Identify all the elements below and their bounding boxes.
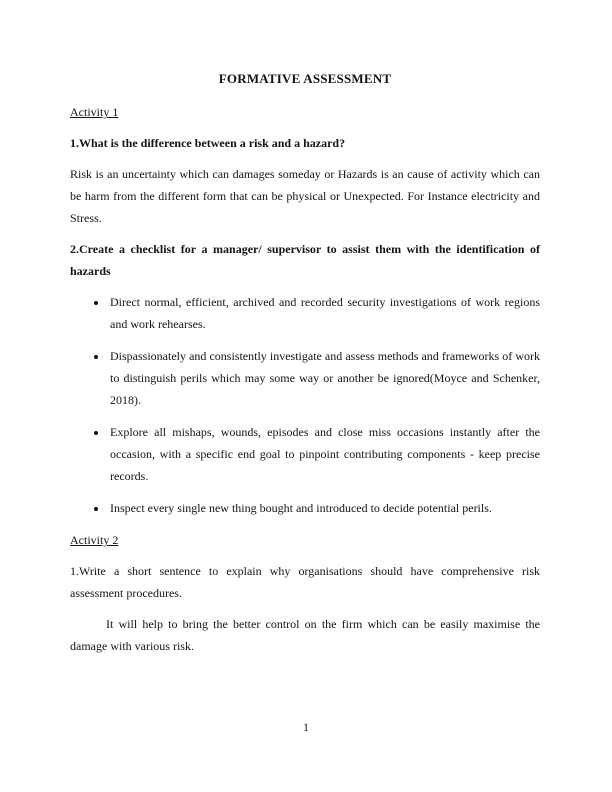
document-content (70, 68, 540, 666)
page-number: 1 (303, 720, 309, 734)
activity2-answer1: It will help to bring the better control on the firm which can be easily maximise the damage with various risk. (70, 617, 540, 653)
page-title: FORMATIVE ASSESSMENT (218, 71, 392, 86)
activity1-question2: 2.Create a checklist for a manager/ supervisor to assist them with the identification of hazards (70, 242, 540, 278)
bullet-item: • Direct normal, efficient, archived and recorded security investigations of work regions and work rehearses. (108, 291, 540, 335)
bullet-item: • Explore all mishaps, wounds, episodes and close miss occasions instantly after the occasion, with a specific end goal to pinpoint contributing components - keep precise records. (108, 421, 540, 487)
checklist-bullet-list (70, 291, 540, 519)
activity1-heading: Activity 1 (70, 105, 119, 119)
activity2-heading: Activity 2 (70, 533, 119, 547)
activity2-question1: 1.Write a short sentence to explain why organisations should have comprehensive risk assessment procedures. (70, 564, 540, 600)
bullet-item: • Inspect every single new thing bought and introduced to decide potential perils. (108, 497, 540, 519)
activity1-answer1: Risk is an uncertainty which can damages someday or Hazards is an cause of activity which can be harm from the different form that can be physical or Unexpected. For Instance electricity and Stress. (70, 167, 540, 225)
activity1-question1: 1.What is the difference between a risk and a hazard? (70, 136, 346, 150)
bullet-item: • Dispassionately and consistently investigate and assess methods and frameworks of work to distinguish perils which may some way or another be ignored(Moyce and Schenker, 2018). (108, 345, 540, 411)
